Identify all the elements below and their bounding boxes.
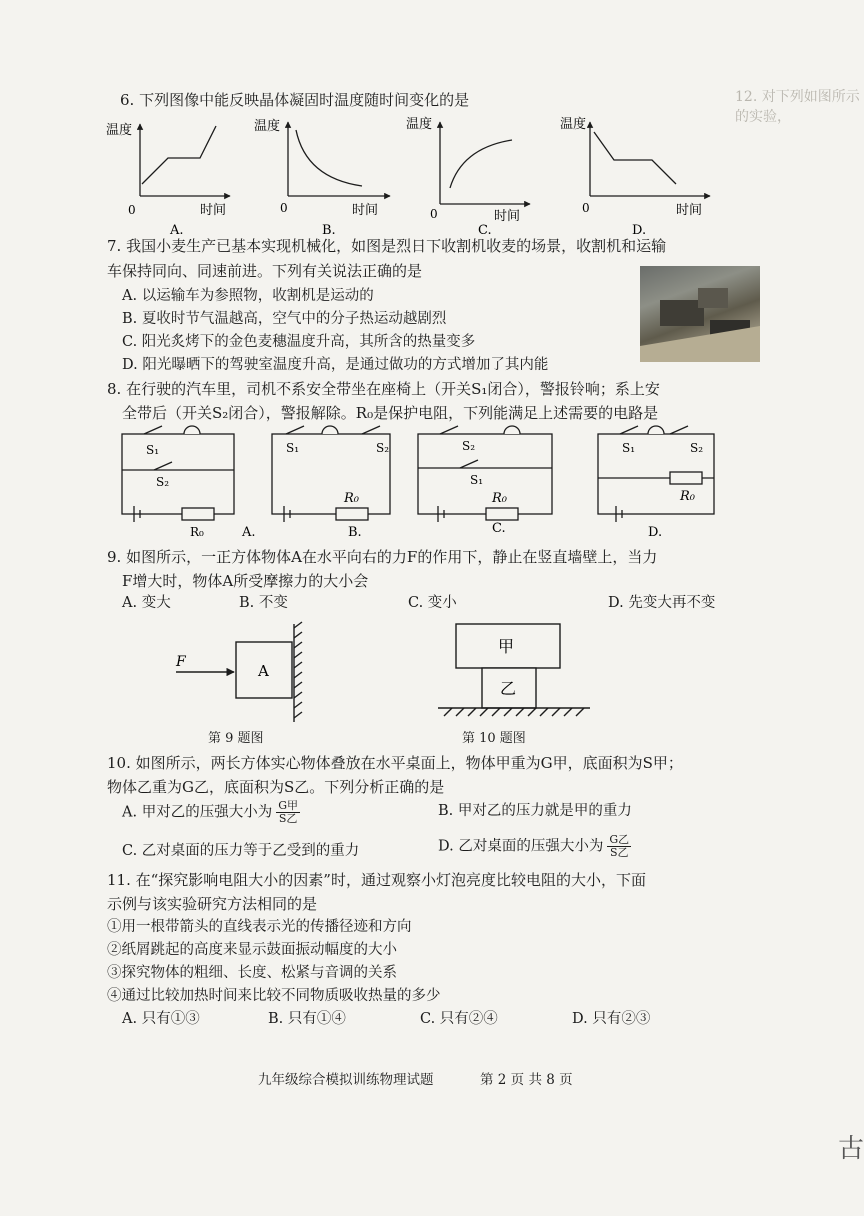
- q11-item-4: ④通过比较加热时间来比较不同物质吸收热量的多少: [107, 988, 441, 1004]
- q11-option-b: B. 只有①④: [268, 1011, 346, 1027]
- q10-figure: [436, 616, 596, 722]
- circuit-a-option: A.: [242, 525, 256, 540]
- q10-option-d-numerator: G乙: [609, 833, 630, 846]
- q7-option-b: B. 夏收时节气温越高，空气中的分子热运动越剧烈: [122, 311, 447, 327]
- bleed-through-text: 12. 对下列如图所示的实验，: [735, 89, 860, 125]
- q9-caption: 第 9 题图: [208, 731, 264, 746]
- q10-option-a-text: A. 甲对乙的压强大小为: [122, 804, 273, 821]
- q7-stem-line1: 7. 我国小麦生产已基本实现机械化，如图是烈日下收割机收麦的场景，收割机和运输: [107, 237, 667, 255]
- graph-d-xlabel: 时间: [676, 203, 703, 218]
- q11-option-a: A. 只有①③: [122, 1011, 200, 1027]
- q7-option-d: D. 阳光曝晒下的驾驶室温度升高，是通过做功的方式增加了其内能: [122, 357, 549, 373]
- graph-d-origin: 0: [582, 201, 590, 215]
- q10-option-a-denominator: S乙: [278, 812, 298, 825]
- q8-circuits: [100, 420, 760, 542]
- q10-option-d-text: D. 乙对桌面的压强大小为: [438, 838, 604, 855]
- q10-block-yi: 乙: [500, 679, 517, 698]
- footer-page-number: 第 2 页 共 8 页: [480, 1072, 573, 1088]
- footer-title: 九年级综合模拟训练物理试题: [258, 1072, 434, 1088]
- q7-option-a: A. 以运输车为参照物，收割机是运动的: [122, 288, 374, 304]
- circuit-a-s1: S₁: [146, 443, 160, 457]
- q11-option-c: C. 只有②④: [420, 1011, 498, 1027]
- graph-b-option: B.: [322, 223, 336, 238]
- q11-option-d: D. 只有②③: [572, 1011, 651, 1027]
- circuit-d-s1: S₁: [622, 441, 636, 455]
- graph-d-option: D.: [632, 223, 647, 238]
- q9-stem-line1: 9. 如图所示，一正方体物体A在水平向右的力F的作用下，静止在竖直墙壁上，当力: [107, 548, 658, 566]
- circuit-b-r0: R₀: [344, 491, 359, 506]
- circuit-c-r0: R₀: [492, 491, 507, 506]
- q11-item-2: ②纸屑跳起的高度来显示鼓面振动幅度的大小: [107, 942, 397, 958]
- q10-option-d: [438, 834, 631, 859]
- circuit-b-option: B.: [348, 525, 362, 540]
- circuit-b-s1: S₁: [286, 441, 300, 455]
- circuit-b-s2: S₂: [376, 441, 390, 455]
- circuit-c: [418, 426, 552, 522]
- q6-graphs: [100, 108, 740, 236]
- q11-stem-line1: 11. 在“探究影响电阻大小的因素”时，通过观察小灯泡亮度比较电阻的大小，下面: [107, 871, 646, 889]
- harvester-photo: [640, 266, 760, 362]
- q10-option-a: [122, 800, 300, 825]
- graph-c-xlabel: 时间: [494, 209, 521, 224]
- q9-block-label: A: [258, 662, 269, 680]
- q6-stem: 6. 下列图像中能反映晶体凝固时温度随时间变化的是: [120, 91, 470, 109]
- q9-option-c: C. 变小: [408, 595, 457, 611]
- q11-item-3: ③探究物体的粗细、长度、松紧与音调的关系: [107, 965, 397, 981]
- q8-stem-line2: 全带后（开关S₂闭合），警报解除。R₀是保护电阻，下列能满足上述需要的电路是: [122, 404, 659, 422]
- graph-b: [288, 122, 390, 196]
- graph-c: [440, 122, 530, 204]
- circuit-c-s2: S₂: [462, 439, 476, 453]
- q10-caption: 第 10 题图: [462, 731, 526, 746]
- edge-mark: 古: [838, 1134, 864, 1164]
- q10-option-a-numerator: G甲: [278, 799, 298, 812]
- q10-option-d-fraction: [607, 834, 631, 859]
- circuit-a: [122, 426, 234, 522]
- q9-option-a: A. 变大: [122, 595, 171, 611]
- circuit-d-s2: S₂: [690, 441, 704, 455]
- q10-block-jia: 甲: [498, 637, 515, 656]
- q10-stem-line2: 物体乙重为G乙，底面积为S乙。下列分析正确的是: [107, 778, 445, 796]
- graph-d: [590, 122, 710, 196]
- graph-c-ylabel: 温度: [406, 117, 433, 132]
- graph-b-xlabel: 时间: [352, 203, 379, 218]
- q9-figure: [158, 618, 308, 726]
- graph-c-origin: 0: [430, 207, 438, 221]
- q10-option-d-denominator: S乙: [609, 846, 629, 859]
- q10-option-c: C. 乙对桌面的压力等于乙受到的重力: [122, 843, 360, 859]
- q10-stem-line1: 10. 如图所示，两长方体实心物体叠放在水平桌面上，物体甲重为G甲，底面积为S甲；: [107, 754, 683, 772]
- graph-b-ylabel: 温度: [254, 119, 281, 134]
- q11-stem-line2: 示例与该实验研究方法相同的是: [107, 895, 318, 913]
- harvester-illustration: [640, 266, 760, 362]
- graph-a-xlabel: 时间: [200, 203, 227, 218]
- q9-option-d: D. 先变大再不变: [608, 595, 716, 611]
- q11-item-1: ①用一根带箭头的直线表示光的传播径迹和方向: [107, 919, 412, 935]
- q8-stem-line1: 8. 在行驶的汽车里，司机不系安全带坐在座椅上（开关S₁闭合），警报铃响；系上安: [107, 380, 660, 398]
- q9-force-label: F: [176, 654, 186, 670]
- circuit-d-option: D.: [648, 525, 663, 540]
- graph-d-ylabel: 温度: [560, 117, 587, 132]
- circuit-c-option: C.: [492, 521, 506, 536]
- q9-option-b: B. 不变: [239, 595, 288, 611]
- q9-stem-line2: F增大时，物体A所受摩擦力的大小会: [122, 572, 369, 590]
- circuit-a-r0: R₀: [190, 525, 204, 539]
- q7-option-c: C. 阳光炙烤下的金色麦穗温度升高，其所含的热量变多: [122, 334, 476, 350]
- q7-stem-line2: 车保持同向、同速前进。下列有关说法正确的是: [107, 262, 423, 280]
- graph-a-ylabel: 温度: [106, 123, 133, 138]
- circuit-c-s1: S₁: [470, 473, 484, 487]
- graph-b-origin: 0: [280, 201, 288, 215]
- q10-option-a-fraction: [276, 800, 300, 825]
- graph-c-option: C.: [478, 223, 492, 238]
- circuit-d-r0: R₀: [680, 489, 695, 504]
- graph-a: [140, 124, 230, 196]
- graph-a-origin: 0: [128, 203, 136, 217]
- graph-a-option: A.: [170, 223, 184, 238]
- circuit-a-s2: S₂: [156, 475, 170, 489]
- q10-option-b: B. 甲对乙的压力就是甲的重力: [438, 803, 632, 819]
